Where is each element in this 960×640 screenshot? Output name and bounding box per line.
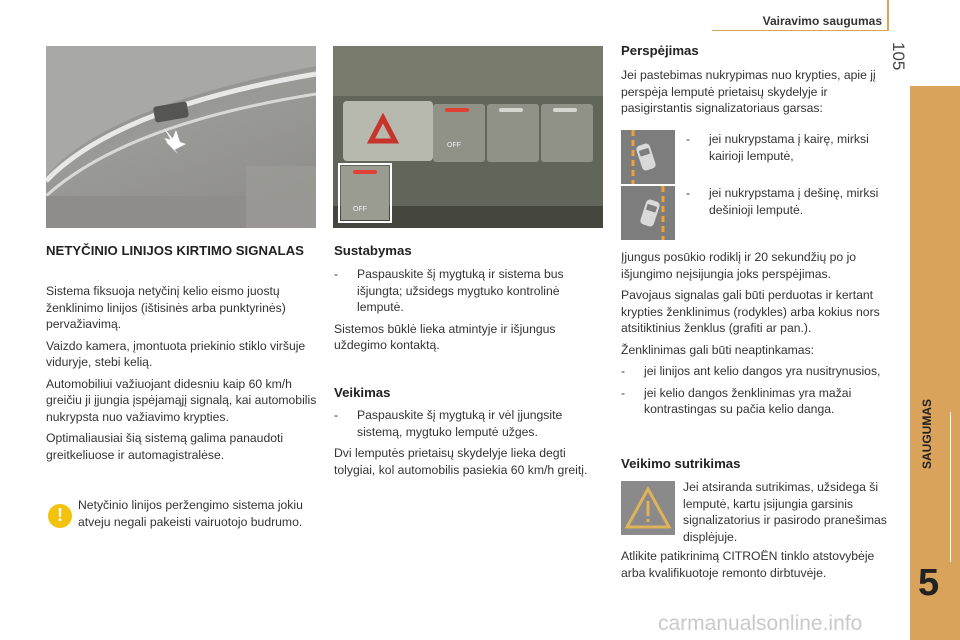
stop-bullet-text: Paspauskite šį mygtuką ir sistema bus išjungta; užsidegs mygtuko kontrolinė lemputė.	[357, 267, 564, 314]
warning-paragraph: Jei pastebimas nukrypimas nuo krypties, apie jį perspėja lemputė prietaisų skydelyje ir pasigirstantis signalizatoriaus garsas:	[621, 68, 876, 115]
fault-paragraph: Jei atsiranda sutrikimas, užsidega ši lemputė, kartu įsijungia garsinis signalizatorius ir pasirodo pranešimas displėjuje.	[683, 480, 887, 544]
fault-warning-lamp-image	[621, 481, 675, 535]
side-tab-label: SAUGUMAS	[920, 398, 934, 469]
panel-off-label-2: OFF	[447, 142, 461, 149]
operation-paragraph: Dvi lemputės prietaisų skydelyje lieka degti tolygiai, kol automobilis pasiekia 60 km/h greitį.	[334, 446, 588, 477]
section-heading-fault: Veikimo sutrikimas	[621, 456, 741, 471]
dashboard-illustration	[333, 46, 603, 228]
left-paragraph-2: Vaizdo kamera, įmontuota priekinio stiklo viršuje viduryje, stebi kelią.	[46, 338, 306, 369]
running-header: Vairavimo saugumas	[762, 14, 882, 28]
warning-note: Netyčinio linijos peržengimo sistema jokiu atveju negali pakeisti vairuotojo budrumo.	[78, 498, 303, 529]
right-bullet-1: - jei linijos ant kelio dangos yra nusitrynusios,	[621, 364, 881, 378]
chapter-side-tab	[910, 86, 960, 640]
section-heading-operation: Veikimas	[334, 385, 391, 400]
section-heading-warning: Perspėjimas	[621, 43, 699, 58]
stop-bullet: - Paspauskite šį mygtuką ir sistema bus išjungta; užsidegs mygtuko kontrolinė lemputė.	[334, 267, 564, 314]
right-bullet-1-text: jei linijos ant kelio dangos yra nusitrynusios,	[644, 364, 881, 378]
right-column-body	[621, 249, 896, 423]
section-heading-lane-departure: NETYČINIO LINIJOS KIRTIMO SIGNALAS	[46, 243, 304, 258]
lane-right-bullet-text: jei nukrypstama į dešinę, mirksi dešinioji lemputė.	[709, 186, 879, 217]
fault-paragraph-2: Atlikite patikrinimą CITROËN tinklo atstovybėje arba kvalifikuotoje remonto dirbtuvėje.	[621, 549, 875, 580]
warning-exclamation-icon	[48, 504, 72, 528]
right-bullet-2-text: jei kelio dangos ženklinimas yra mažai kontrastingas su pačia kelio danga.	[644, 385, 852, 416]
middle-operation-body	[334, 407, 602, 483]
page-number: 105	[889, 42, 908, 71]
left-paragraph-1: Sistema fiksuoja netyčinį kelio eismo juostų ženklinimo linijos (ištisinės arba punktyrinės) pervažiavimą.	[46, 284, 286, 331]
windscreen-camera-photo	[46, 46, 316, 228]
header-rule-horizontal	[712, 30, 889, 31]
watermark: carmanualsonline.info	[658, 612, 863, 635]
lane-right-bullet: - jei nukrypstama į dešinę, mirksi dešinioji lemputė.	[686, 186, 879, 217]
dashboard-buttons-photo	[333, 46, 603, 228]
lane-left-bullet: - jei nukrypstama į kairę, mirksi kairioji lemputė,	[686, 132, 869, 163]
left-paragraph-3: Automobiliui važiuojant didesniu kaip 60 km/h greičiu ji įjungia įspėjamąjį signalą, kai automobilis nukrypsta nuo važiavimo krypties.	[46, 376, 317, 424]
section-heading-stop: Sustabymas	[334, 243, 412, 258]
panel-off-label: OFF	[353, 206, 367, 213]
left-paragraph-4: Optimaliausiai šią sistemą galima panaudoti greitkeliuose ir automagistralėse.	[46, 431, 284, 462]
fault-triangle-icon	[621, 481, 675, 535]
lane-right-warning-image	[621, 186, 675, 240]
right-bullet-2: - jei kelio dangos ženklinimas yra mažai kontrastingas su pačia kelio danga.	[621, 385, 852, 416]
right-paragraph-3: Ženklinimas gali būti neaptinkamas:	[621, 342, 815, 357]
middle-stop-body	[334, 266, 602, 359]
side-tab-divider	[950, 412, 951, 562]
right-paragraph-2: Pavojaus signalas gali būti perduotas ir kertant krypties ženklinimus (rodykles) arba kokius nors atsitiktinius ženklus (grafiti ar pan.).	[621, 288, 880, 335]
stop-paragraph: Sistemos būklė lieka atmintyje ir išjungus uždegimo kontaktą.	[334, 321, 556, 352]
lane-left-bullet-text: jei nukrypstama į kairę, mirksi kairioji lemputė,	[709, 132, 869, 163]
lane-left-illustration	[621, 130, 675, 184]
header-rule-vertical	[887, 0, 889, 30]
lane-right-illustration	[621, 186, 675, 240]
left-column-body	[46, 283, 321, 468]
operation-bullet: - Paspauskite šį mygtuką ir vėl įjungsite sistemą, mygtuko lemputė užges.	[334, 408, 563, 439]
operation-bullet-text: Paspauskite šį mygtuką ir vėl įjungsite sistemą, mygtuko lemputė užges.	[357, 408, 563, 439]
lane-left-warning-image	[621, 130, 675, 184]
right-paragraph-1: Įjungus posūkio rodiklį ir 20 sekundžių po jo išjungimo neįsijungia joks perspėjimas.	[621, 250, 857, 281]
chapter-number: 5	[918, 562, 940, 604]
windscreen-illustration	[46, 46, 316, 228]
